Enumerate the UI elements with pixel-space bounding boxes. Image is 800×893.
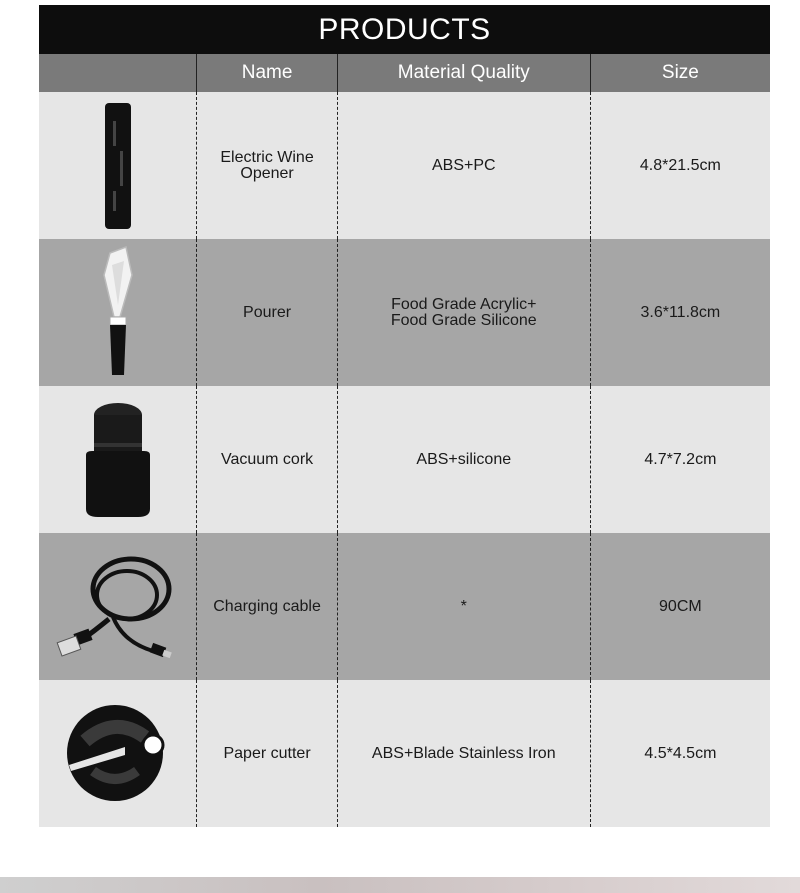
- table-row: [39, 239, 770, 386]
- product-size: 90CM: [590, 533, 770, 680]
- table-row: [39, 386, 770, 533]
- table-row: [39, 680, 770, 827]
- product-material: ABS+PC: [337, 92, 590, 239]
- bottom-gradient-bar: [0, 877, 800, 893]
- electric-wine-opener-icon: [39, 92, 196, 239]
- header-size: Size: [590, 54, 770, 92]
- product-name: Pourer: [243, 303, 292, 321]
- pourer-icon: [39, 239, 196, 386]
- header-image: [39, 54, 196, 92]
- product-size: 4.7*7.2cm: [590, 386, 770, 533]
- products-table: [39, 5, 770, 827]
- product-material: Food Grade Acrylic+ Food Grade Silicone: [390, 295, 537, 329]
- table-title: PRODUCTS: [39, 5, 770, 54]
- table-row: [39, 533, 770, 680]
- paper-cutter-icon: [39, 680, 196, 827]
- product-size: 4.5*4.5cm: [590, 680, 770, 827]
- product-name: Electric Wine Opener: [220, 148, 314, 182]
- product-size: 3.6*11.8cm: [590, 239, 770, 386]
- header-material: Material Quality: [337, 54, 590, 92]
- product-name: Vacuum cork: [220, 450, 314, 468]
- product-material: ABS+Blade Stainless Iron: [337, 680, 590, 827]
- header-name: Name: [196, 54, 336, 92]
- vacuum-cork-icon: [39, 386, 196, 533]
- charging-cable-icon: [39, 533, 196, 680]
- table-header: [39, 54, 770, 92]
- product-material: ABS+silicone: [337, 386, 590, 533]
- product-material: *: [337, 533, 590, 680]
- product-name: Charging cable: [213, 597, 321, 615]
- product-name: Paper cutter: [223, 744, 311, 762]
- product-size: 4.8*21.5cm: [590, 92, 770, 239]
- table-row: [39, 92, 770, 239]
